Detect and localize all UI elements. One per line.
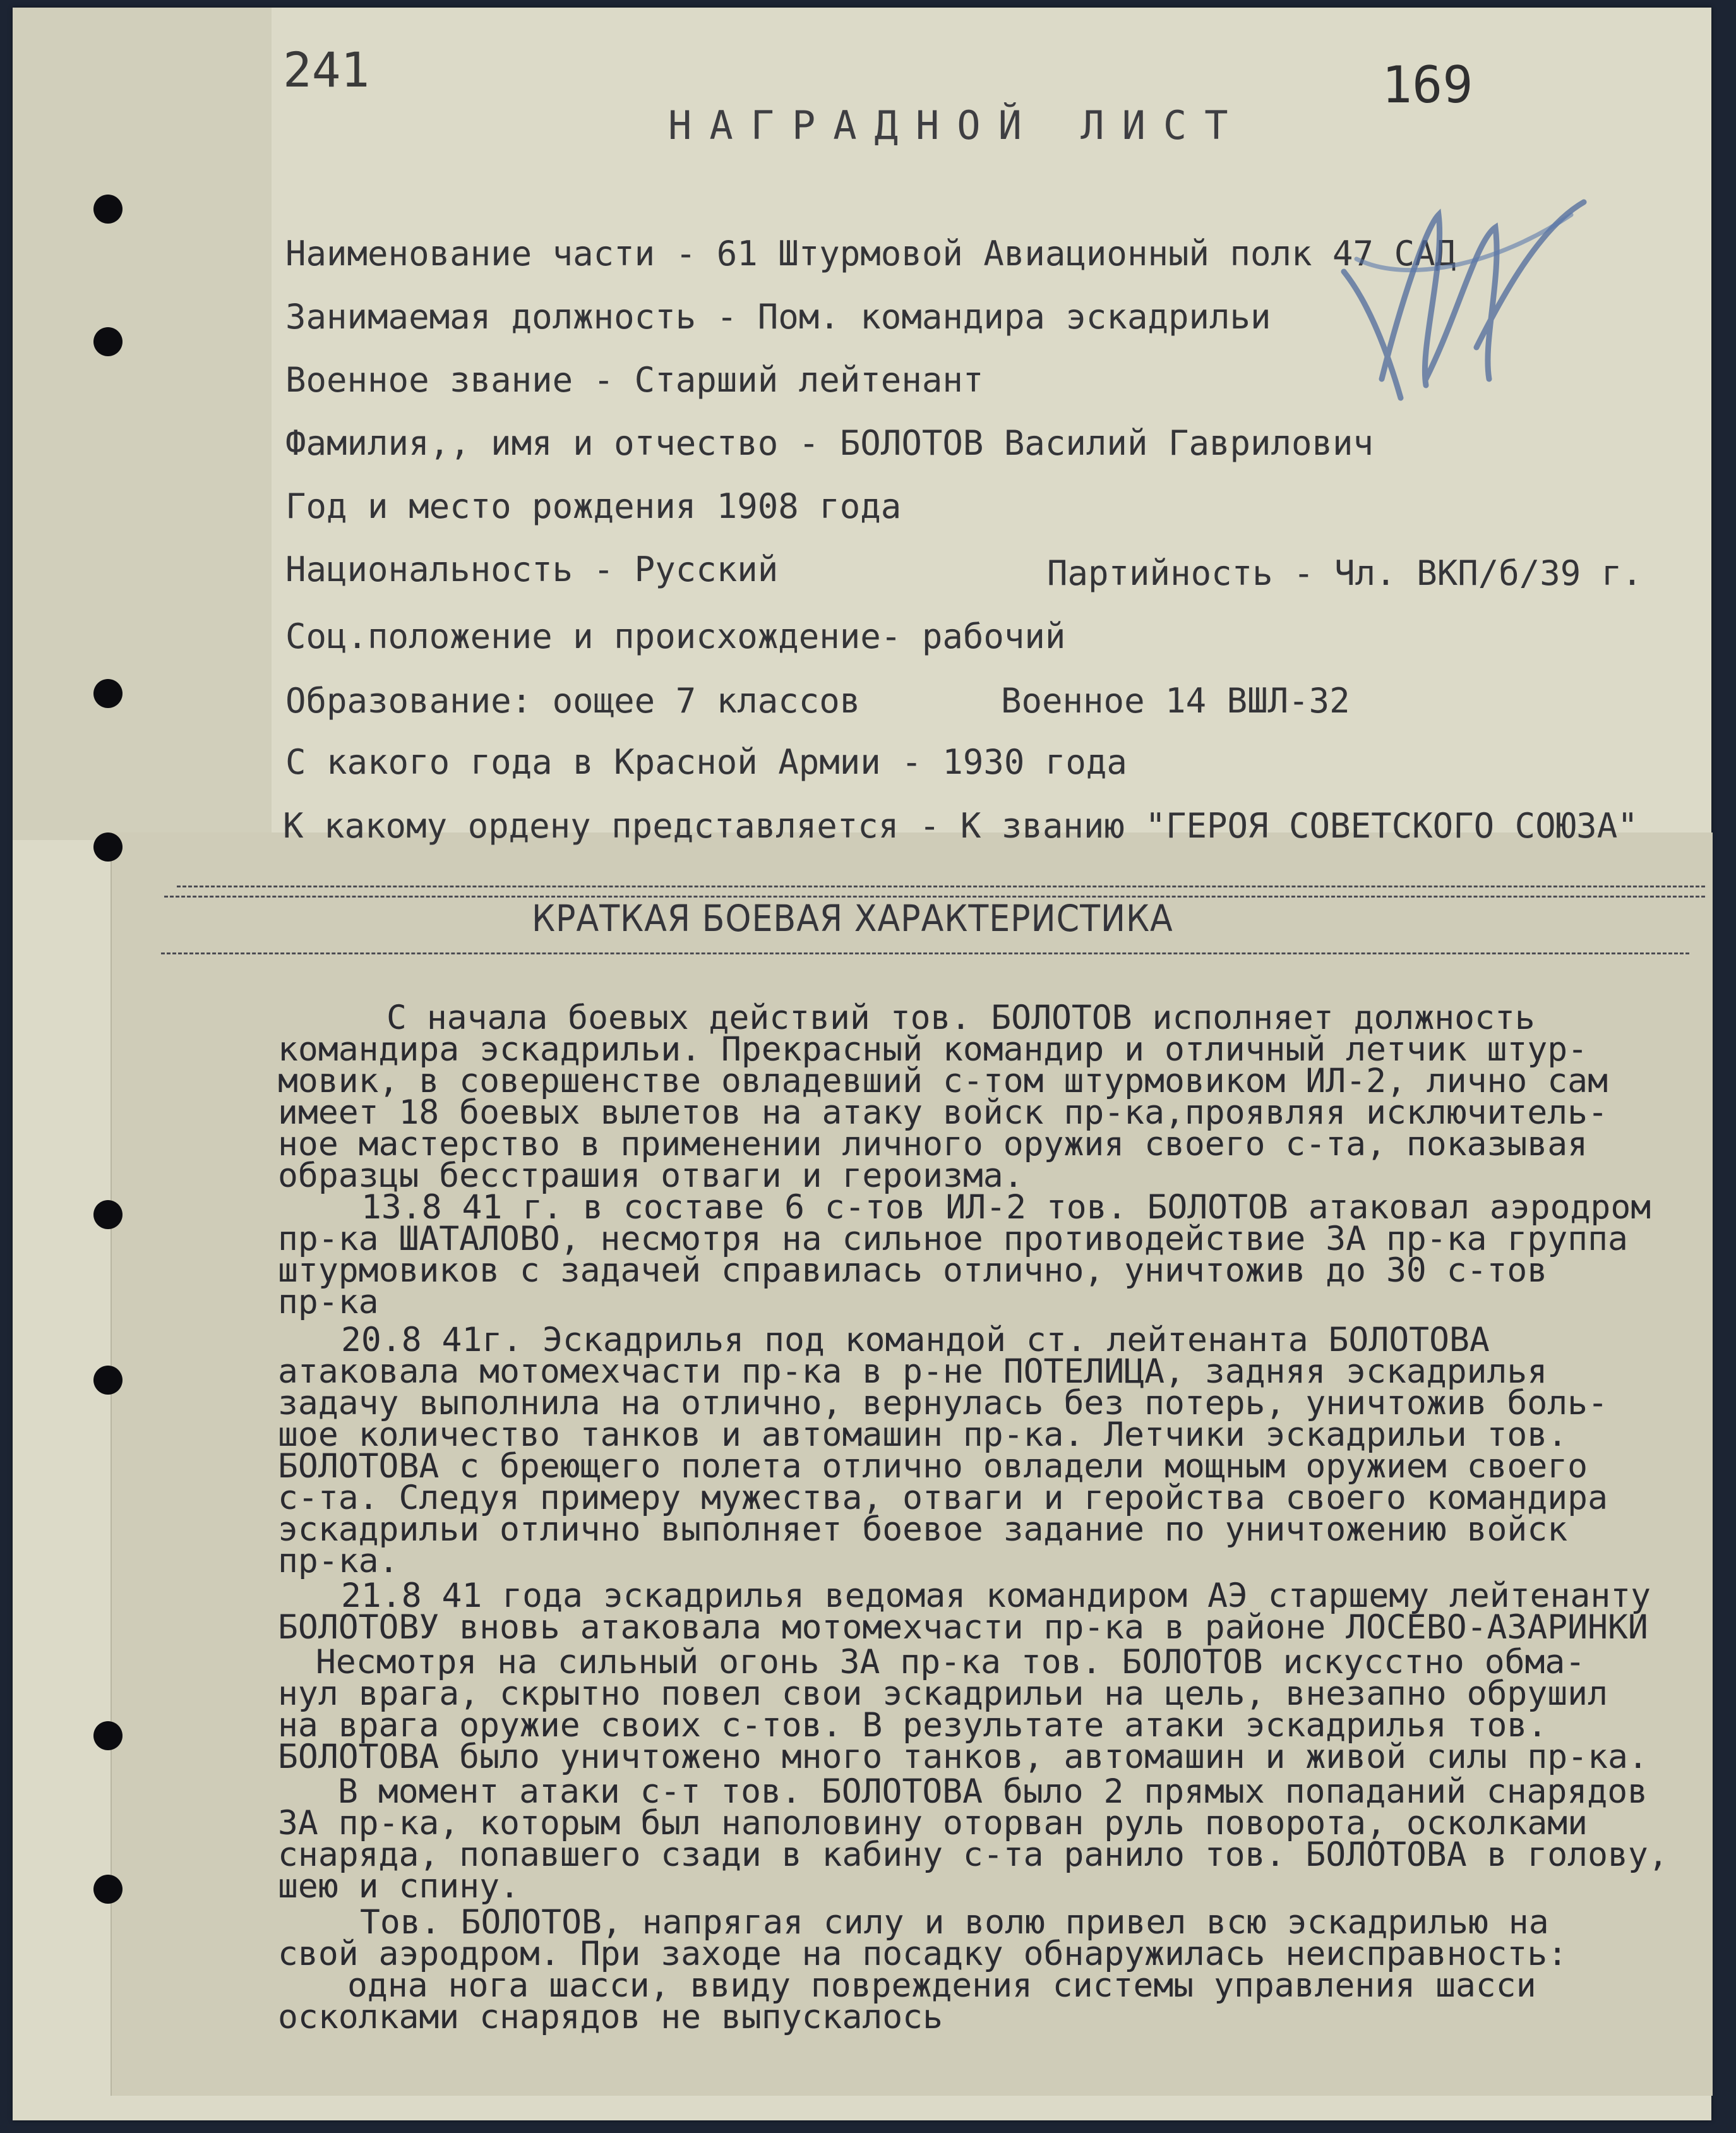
text-line: Несмотря на сильный огонь ЗА пр-ка тов. БОЛОТОВ искусстно обма- [316, 1643, 1586, 1681]
text-line: пр-ка [278, 1283, 379, 1321]
text-line: ЗА пр-ка, которым был наполовину оторван руль поворота, осколками [278, 1804, 1588, 1842]
text-line: с-та. Следуя примеру мужества, отваги и геройства своего командира [278, 1479, 1608, 1517]
text-line: штурмовиков с задачей справилась отлично, уничтожив до 30 с-тов [278, 1251, 1548, 1290]
punch-hole [93, 327, 123, 356]
field-social-origin: Соц.положение и происхождение- рабочий [285, 616, 1066, 656]
field-military-education: Военное 14 ВШЛ-32 [1001, 681, 1350, 721]
text-line: свой аэродром. При заходе на посадку обнаружилась неисправность: [278, 1935, 1568, 1973]
text-line: БОЛОТОВУ вновь атаковала мотомехчасти пр-ка в районе ЛОСЕВО-АЗАРИНКИ [278, 1608, 1648, 1647]
text-line: осколками снарядов не выпускалось [278, 1998, 943, 2036]
text-line: Тов. БОЛОТОВ, напрягая силу и волю привел всю эскадрилью на [360, 1903, 1549, 1942]
punch-hole [93, 679, 123, 708]
field-unit: Наименование части - 61 Штурмовой Авиационный полк 47 САД [285, 234, 1456, 273]
text-line: шое количество танков и автомашин пр-ка. Летчики эскадрильи тов. [278, 1415, 1568, 1454]
text-line: В момент атаки с-т тов. БОЛОТОВА было 2 прямых попаданий снарядов [338, 1772, 1648, 1811]
text-line: пр-ка. [278, 1542, 399, 1580]
document-title: НАГРАДНОЙ ЛИСТ [668, 102, 1246, 148]
text-line: имеет 18 боевых вылетов на атаку войск пр-ка,проявляя исключитель- [278, 1093, 1608, 1132]
text-line: командира эскадрильи. Прекрасный командир и отличный летчик штур- [278, 1030, 1588, 1069]
field-award: К какому ордену представляется - К званию "ГЕРОЯ СОВЕТСКОГО СОЮЗА" [283, 806, 1638, 846]
punch-hole [93, 1366, 123, 1395]
text-line: атаковала мотомехчасти пр-ка в р-не ПОТЕЛИЦА, задняя эскадрилья [278, 1352, 1548, 1391]
text-line: С начала боевых действий тов. БОЛОТОВ исполняет должность [386, 999, 1535, 1037]
section-title: КРАТКАЯ БОЕВАЯ ХАРАКТЕРИСТИКА [532, 897, 1173, 940]
text-line: ное мастерство в применении личного оружия своего с-та, показывая [278, 1125, 1588, 1163]
field-position: Занимаемая должность - Пом. командира эскадрильи [285, 297, 1271, 337]
field-full-name: Фамилия,, имя и отчество - БОЛОТОВ Василий Гаврилович [285, 423, 1374, 463]
text-line: БОЛОТОВА с бреющего полета отлично овладели мощным оружием своего [278, 1447, 1588, 1486]
archive-number: 241 [283, 42, 370, 98]
punch-hole [93, 1721, 123, 1750]
text-line: 13.8 41 г. в составе 6 с-тов ИЛ-2 тов. БОЛОТОВ атаковал аэродром [361, 1188, 1651, 1227]
text-line: пр-ка ШАТАЛОВО, несмотря на сильное противодействие ЗА пр-ка группа [278, 1220, 1628, 1258]
text-line: одна нога шасси, ввиду повреждения системы управления шасси [347, 1966, 1536, 2005]
field-party: Партийность - Чл. ВКП/б/39 г. [1047, 553, 1643, 593]
text-line: 20.8 41г. Эскадрилья под командой ст. лейтенанта БОЛОТОВА [341, 1321, 1490, 1359]
punch-hole [93, 832, 123, 862]
field-rank: Военное звание - Старший лейтенант [285, 360, 984, 400]
text-line: мовик, в совершенстве овладевший с-том штурмовиком ИЛ-2, лично сам [278, 1062, 1608, 1100]
text-line: шею и спину. [278, 1867, 520, 1906]
text-line: 21.8 41 года эскадрилья ведомая командиром АЭ старшему лейтенанту [341, 1577, 1651, 1615]
page-number: 169 [1382, 56, 1473, 114]
text-line: задачу выполнила на отлично, вернулась без потерь, уничтожив боль- [278, 1384, 1608, 1422]
text-line: на врага оружие своих с-тов. В результате атаки эскадрилья тов. [278, 1706, 1548, 1745]
text-line: эскадрильи отлично выполняет боевое задание по уничтожению войск [278, 1510, 1568, 1549]
text-line: БОЛОТОВА было уничтожено много танков, автомашин и живой силы пр-ка. [278, 1738, 1648, 1776]
text-line: образцы бесстрашия отваги и героизма. [278, 1157, 1024, 1195]
field-birth: Год и место рождения 1908 года [285, 486, 902, 526]
field-army-since: С какого года в Красной Армии - 1930 года [285, 742, 1127, 782]
field-nationality: Национальность - Русский [285, 550, 779, 589]
text-line: нул врага, скрытно повел свои эскадрильи на цель, внезапно обрушил [278, 1674, 1608, 1713]
text-line: снаряда, попавшего сзади в кабину с-та ранило тов. БОЛОТОВА в голову, [278, 1836, 1668, 1874]
paper-stub [13, 8, 272, 840]
punch-hole [93, 1200, 123, 1229]
punch-hole [93, 1875, 123, 1904]
divider-top [177, 886, 1705, 887]
field-education: Образование: оощее 7 классов [285, 681, 861, 721]
divider-bottom [161, 952, 1689, 954]
punch-hole [93, 195, 123, 224]
pencil-signature [1331, 189, 1596, 417]
